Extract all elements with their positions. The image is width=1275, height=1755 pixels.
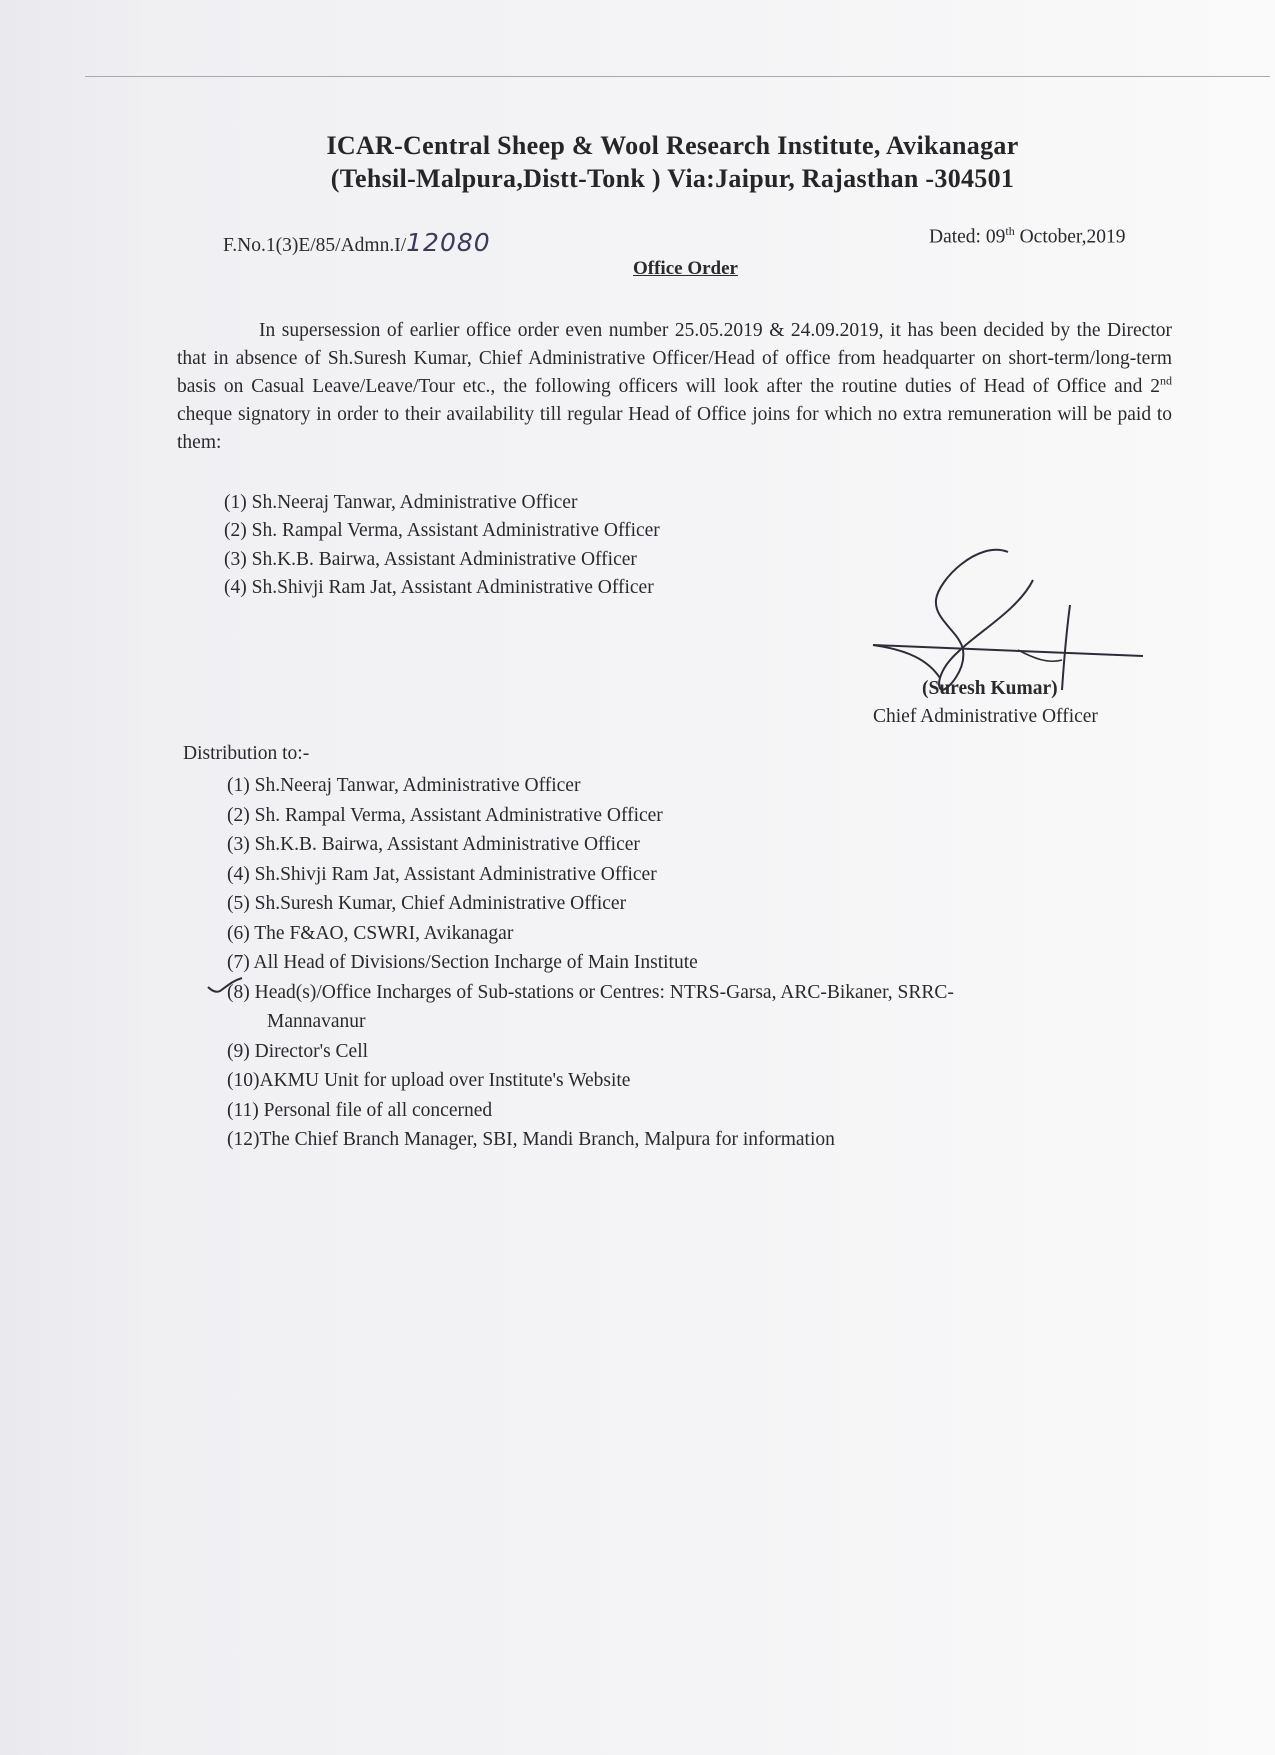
file-number	[223, 228, 491, 257]
signatory-designation: Chief Administrative Officer	[873, 706, 1098, 727]
date-superscript: th	[1005, 224, 1015, 238]
distribution-item: (8) Head(s)/Office Incharges of Sub-stations or Centres: NTRS-Garsa, ARC-Bikaner, SRRC-	[227, 981, 954, 1003]
officer-item: (4) Sh.Shivji Ram Jat, Assistant Administrative Officer	[224, 576, 654, 598]
distribution-item: (2) Sh. Rampal Verma, Assistant Administrative Officer	[227, 804, 663, 826]
officer-item: (2) Sh. Rampal Verma, Assistant Administrative Officer	[224, 520, 660, 542]
distribution-item: (4) Sh.Shivji Ram Jat, Assistant Administrative Officer	[227, 863, 657, 885]
date-rest: October,2019	[1014, 226, 1126, 248]
distribution-item-continuation: Mannavanur	[267, 1011, 366, 1032]
body-text-1: In supersession of earlier office order even number 25.05.2019 & 24.09.2019, it has been decided by the Director that in absence of Sh.Suresh Kumar, Chief Administrative Officer/Head of office from headquarter on short-term/long-term basis on Casual Leave/Leave/Tour etc., the following officers will look after the routine duties of Head of Office and 2	[177, 320, 1172, 397]
scan-top-edge	[85, 76, 1270, 77]
distribution-item: (7) All Head of Divisions/Section Incharge of Main Institute	[227, 952, 698, 973]
distribution-item: (3) Sh.K.B. Bairwa, Assistant Administrative Officer	[227, 834, 640, 855]
body-superscript: nd	[1160, 373, 1172, 388]
distribution-item: (5) Sh.Suresh Kumar, Chief Administrative Officer	[227, 893, 627, 914]
file-number-prefix: F.No.1(3)E/85/Admn.I/	[223, 235, 407, 256]
signatory-name: (Suresh Kumar)	[922, 678, 1058, 699]
officer-item: (1) Sh.Neeraj Tanwar, Administrative Officer	[224, 492, 578, 513]
date-label: Dated: 09	[929, 226, 1006, 248]
distribution-list	[227, 771, 954, 1155]
handwritten-signature	[868, 540, 1158, 700]
document-title: Office Order	[633, 258, 738, 279]
distribution-item: (9) Director's Cell	[227, 1040, 369, 1062]
file-number-handwritten: 12080	[406, 228, 491, 257]
distribution-item: (12)The Chief Branch Manager, SBI, Mandi Branch, Malpura for information	[227, 1129, 835, 1150]
institute-address: (Tehsil-Malpura,Distt-Tonk ) Via:Jaipur, Rajasthan -304501	[330, 164, 1015, 193]
distribution-item: (1) Sh.Neeraj Tanwar, Administrative Officer	[227, 775, 581, 796]
distribution-item: (6) The F&AO, CSWRI, Avikanagar	[227, 922, 514, 944]
distribution-heading: Distribution to:-	[183, 743, 310, 764]
order-date	[929, 224, 1125, 249]
body-text-2: cheque signatory in order to their availability till regular Head of Office joins for which no extra remuneration will be paid to them:	[177, 404, 1172, 453]
officer-item: (3) Sh.K.B. Bairwa, Assistant Administrative Officer	[224, 548, 637, 570]
distribution-item: (11) Personal file of all concerned	[227, 1099, 493, 1121]
institute-name: ICAR-Central Sheep & Wool Research Institute, Avikanagar	[326, 131, 1019, 160]
distribution-item: (10)AKMU Unit for upload over Institute's Website	[227, 1070, 631, 1091]
officer-list	[224, 489, 660, 602]
order-body	[177, 317, 1172, 457]
